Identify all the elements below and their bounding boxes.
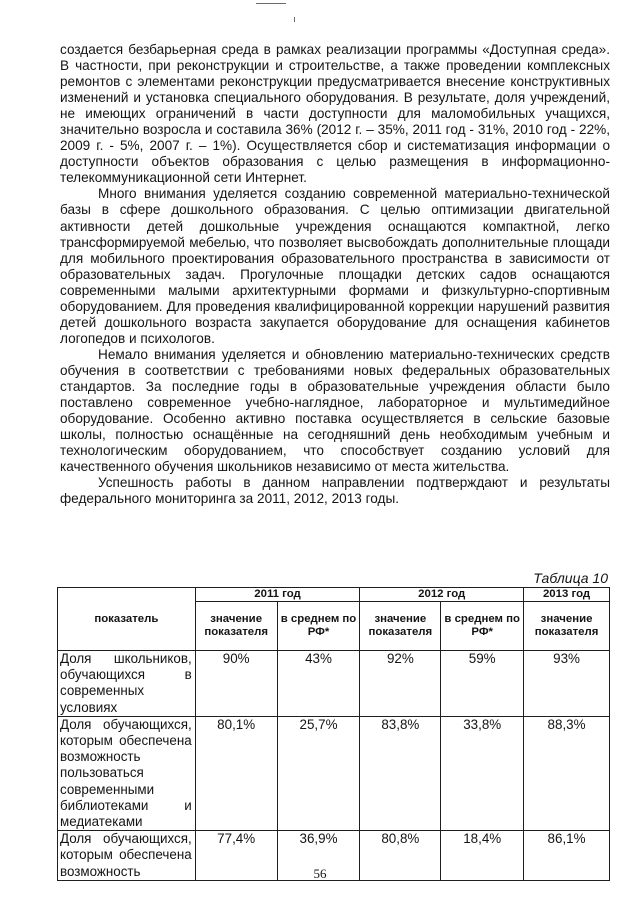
body-text <box>60 42 610 507</box>
column-header: значение показателя <box>524 602 610 651</box>
cell-value: 93% <box>524 651 610 717</box>
year-header: 2013 год <box>524 588 610 602</box>
cell-value: 83,8% <box>360 716 441 830</box>
cell-value: 36,9% <box>277 831 360 881</box>
monitoring-table <box>57 587 610 881</box>
cell-value: 33,8% <box>441 716 524 830</box>
cell-value: 77,4% <box>195 831 277 881</box>
cell-value: 90% <box>195 651 277 717</box>
row-label: Доля школьников, обучающихся в современных условиях <box>58 651 196 717</box>
column-header: значение показателя <box>360 602 441 651</box>
column-header: значение показателя <box>195 602 277 651</box>
table-year-header-row <box>58 588 610 602</box>
paragraph: Немало внимания уделяется и обновлению материально-технических средств обучения в соответствии с требованиями новых федеральных образовательных стандартов. За последние годы в образовательные учреждения области было поставлено современное учебно-наглядное, лабораторное и мультимедийное оборудование. Особенно активно поставка осуществляется в сельские базовые школы, полностью оснащённые на сегодняшний день необходимым учебным и технологическим оборудованием, что способствует созданию условий для качественного обучения школьников независимо от места жительства. <box>60 346 610 475</box>
year-header: 2011 год <box>195 588 360 602</box>
cell-value: 88,3% <box>524 716 610 830</box>
row-label: Доля обучающихся, которым обеспечена возможность <box>58 831 196 881</box>
column-header: в среднем по РФ* <box>277 602 360 651</box>
cell-value: 86,1% <box>524 831 610 881</box>
page-number: 56 <box>313 866 327 881</box>
paragraph: Успешность работы в данном направлении подтверждают и результаты федерального мониторинга за 2011, 2012, 2013 годы. <box>60 475 610 507</box>
table-row <box>58 651 610 717</box>
scan-artifact-tick <box>294 17 295 22</box>
row-label: Доля обучающихся, которым обеспечена возможность пользоваться современными библиотеками и медиатеками <box>58 716 196 830</box>
cell-value: 92% <box>360 651 441 717</box>
cell-value: 80,1% <box>195 716 277 830</box>
scan-artifact-line <box>256 3 286 4</box>
year-header: 2012 год <box>360 588 524 602</box>
cell-value: 59% <box>441 651 524 717</box>
indicator-header: показатель <box>58 588 196 651</box>
cell-value: 25,7% <box>277 716 360 830</box>
paragraph: создается безбарьерная среда в рамках реализации программы «Доступная среда». В частности, при реконструкции и строительстве, а также проведении комплексных ремонтов с элементами реконструкции предусматривается внесение конструктивных изменений и установка специального оборудования. В результате, доля учреждений, не имеющих ограничений в части доступности для маломобильных учащихся, значительно возросла и составила 36% (2012 г. – 35%, 2011 год - 31%, 2010 год - 22%, 2009 г. - 5%, 2007 г. – 1%). Осуществляется сбор и систематизация информации о доступности объектов образования с целью размещения в информационно-телекоммуникационной сети Интернет. <box>60 42 610 186</box>
table-row <box>58 716 610 830</box>
cell-value: 18,4% <box>441 831 524 881</box>
cell-value: 80,8% <box>360 831 441 881</box>
column-header: в среднем по РФ* <box>441 602 524 651</box>
paragraph: Много внимания уделяется созданию современной материально-технической базы в сфере дошкольного образования. С целью оптимизации двигательной активности детей дошкольные учреждения оснащаются компактной, легко трансформируемой мебелью, что позволяет высвобождать дополнительные площади для мобильного проектирования образовательного пространства в зависимости от образовательных задач. Прогулочные площадки детских садов оснащаются современными малыми архитектурными формами и физкультурно-спортивным оборудованием. Для проведения квалифицированной коррекции нарушений развития детей дошкольного возраста закупается оборудование для оснащения кабинетов логопедов и психологов. <box>60 186 610 346</box>
table-caption: Таблица 10 <box>533 570 608 586</box>
cell-value: 43% <box>277 651 360 717</box>
